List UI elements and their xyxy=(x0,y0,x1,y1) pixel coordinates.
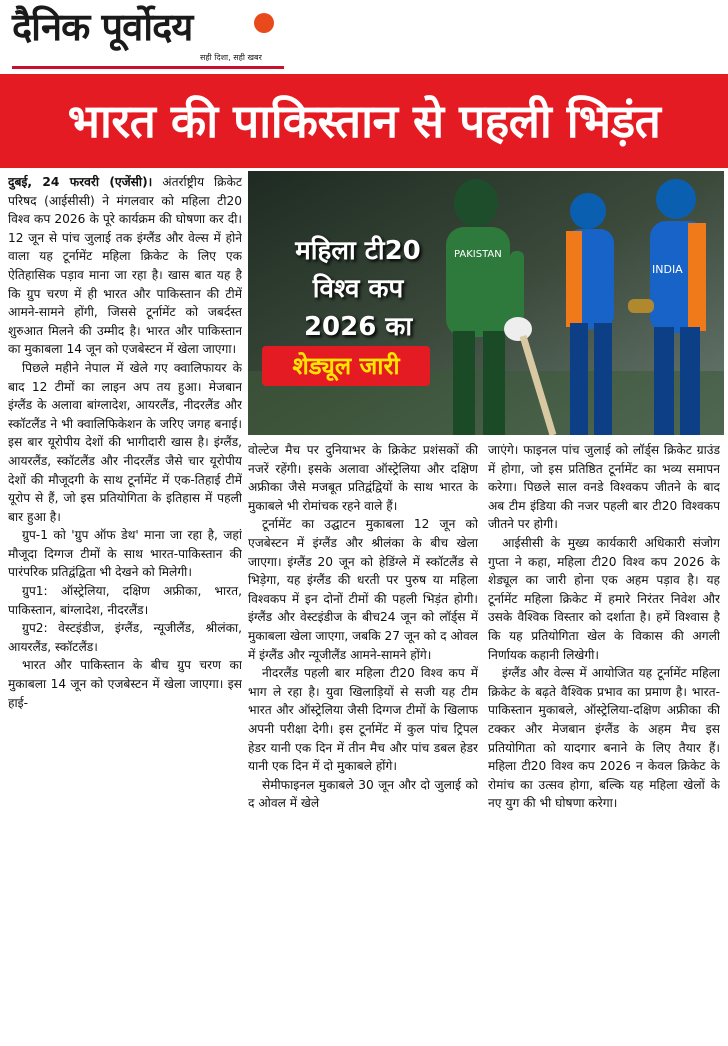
sun-icon xyxy=(254,13,274,33)
masthead-rule xyxy=(12,66,284,69)
masthead xyxy=(0,0,728,74)
photo-title: महिला टी20 विश्व कप 2026 का xyxy=(295,236,421,342)
article-paragraph: सेमीफाइनल मुकाबले 30 जून और दो जुलाई को द ओवल में खेले xyxy=(248,777,478,811)
svg-text:INDIA: INDIA xyxy=(652,263,683,276)
article-paragraph: ग्रुप2: वेस्टइंडीज, इंग्लैंड, न्यूजीलैंड, श्रीलंका, आयरलैंड, स्कॉटलैंड। xyxy=(8,621,242,654)
svg-text:PAKISTAN: PAKISTAN xyxy=(454,249,502,260)
article-paragraph: नीदरलैंड पहली बार महिला टी20 विश्व कप में भाग ले रहा है। युवा खिलाड़ियों से सजी यह टीम भारत और ऑस्ट्रेलिया जैसी दिग्गज टीमों के खिलाफ अपनी परीक्षा देगी। इस टूर्नामेंट में कुल पांच ट्रिपल हेडर यानी एक दिन में तीन मैच और पांच डबल हेडर यानी एक दिन में दो मुकाबले होंगे। xyxy=(248,666,478,774)
headline-bar xyxy=(0,74,728,168)
article-column-1 xyxy=(8,173,242,1041)
article-paragraph: पिछले महीने नेपाल में खेले गए क्वालिफायर के बाद 12 टीमों का लाइन अप तय हुआ। मेजबान इंग्लैंड के अलावा बांग्लादेश, आयरलैंड, नीदरलैंड और स्कॉटलैंड ने भी क्वालिफिकेशन के जरिए जगह बनाई। इस बार यूरोपीय देशों की भागीदारी खास है। इंग्लैंड, आयरलैंड, स्कॉटलैंड और नीदरलैंड जैसे चार यूरोपीय देशों की मौजूदगी के साथ टूर्नामेंट में एक-तिहाई टीमें यूरोप से हैं, जो इस प्रतियोगिता के इतिहास में पहली बार हुआ है। xyxy=(8,360,242,524)
tagline: सही दिशा, सही खबर xyxy=(200,53,262,62)
article-column-2 xyxy=(248,441,478,1041)
newspaper-logo: दैनिक पूर्वोदय xyxy=(12,5,193,49)
schedule-tag: शेड्यूल जारी xyxy=(262,346,430,386)
article-paragraph: दुबई, 24 फरवरी (एजेंसी)। अंतर्राष्ट्रीय क्रिकेट परिषद (आईसीसी) ने मंगलवार को महिला टी20 विश्व कप 2026 के पूरे कार्यक्रम की घोषणा कर दी। 12 जून से पांच जुलाई तक इंग्लैंड और वेल्स में होने वाला यह टूर्नामेंट महिला क्रिकेट के लिए एक ऐतिहासिक पड़ाव माना जा रहा है। खास बात यह है कि ग्रुप चरण में ही भारत और पाकिस्तान की टीमें आमने-सामने होंगी, जिससे टूर्नामेंट को जबर्दस्त शुरुआत मिलने की उम्मीद है। भारत और पाकिस्तान का मुकाबला 14 जून को एजबेस्टन में खेला जाएगा। xyxy=(8,175,242,357)
headline: भारत की पाकिस्तान से पहली भिड़ंत xyxy=(67,94,661,148)
article-paragraph: आईसीसी के मुख्य कार्यकारी अधिकारी संजोग गुप्ता ने कहा, महिला टी20 विश्व कप 2026 के शेड्यूल का जारी होना एक अहम पड़ाव है। यह टूर्नामेंट महिला क्रिकेट में हमारे निरंतर निवेश और उसके वैश्विक विस्तार को दर्शाता है। हमें विश्वास है कि यह प्रतियोगिता खेल के विकास की अगली निर्णायक कहानी लिखेगी। xyxy=(488,535,720,662)
article-paragraph: वोल्टेज मैच पर दुनियाभर के क्रिकेट प्रशंसकों की नजरें रहेंगी। इसके अलावा ऑस्ट्रेलिया और दक्षिण अफ्रीका जैसे मजबूत प्रतिद्वंद्वियों के साथ भारत के मुकाबले भी रोमांचक रहने वाले हैं। xyxy=(248,443,478,513)
article-paragraph: इंग्लैंड और वेल्स में आयोजित यह टूर्नामेंट महिला क्रिकेट के बढ़ते वैश्विक प्रभाव का प्रमाण है। भारत-पाकिस्तान मुकाबले, ऑस्ट्रेलिया-दक्षिण अफ्रीका की टक्कर और मेजबान इंग्लैंड के अहम मैच इस प्रतियोगिता को यादगार बनाने के लिए तैयार हैं। महिला टी20 विश्व कप 2026 न केवल क्रिकेट के रोमांच का उत्सव होगा, बल्कि यह महिला खेलों के नए युग की भी घोषणा करेगा। xyxy=(488,666,720,811)
article-paragraph: ग्रुप1: ऑस्ट्रेलिया, दक्षिण अफ्रीका, भारत, पाकिस्तान, बांग्लादेश, नीदरलैंड। xyxy=(8,584,242,617)
article-paragraph: भारत और पाकिस्तान के बीच ग्रुप चरण का मुकाबला 14 जून को एजबेस्टन में खेला जाएगा। इस हाई- xyxy=(8,658,242,710)
dateline: दुबई, 24 फरवरी (एजेंसी)। xyxy=(8,175,153,189)
article-paragraph: ग्रुप-1 को 'ग्रुप ऑफ डेथ' माना जा रहा है, जहां मौजूदा दिग्गज टीमों के साथ भारत-पाकिस्तान की पारंपरिक प्रतिद्वंद्विता भी देखने को मिलेगी। xyxy=(8,528,242,580)
article-column-3 xyxy=(488,441,720,1041)
article-paragraph: जाएंगे। फाइनल पांच जुलाई को लॉर्ड्स क्रिकेट ग्राउंड में होगा, जो इस प्रतिष्ठित टूर्नामेंट का भव्य समापन करेगा। पिछले साल वनडे विश्वकप जीतने के बाद अब टीम इंडिया की नजर पहली बार टी20 विश्वकप जीतने पर होगी। xyxy=(488,443,720,532)
article-paragraph: टूर्नामेंट का उद्घाटन मुकाबला 12 जून को एजबेस्टन में इंग्लैंड और श्रीलंका के बीच खेला जाएगा। इंग्लैंड 20 जून को हेडिंग्ले में स्कॉटलैंड से भिड़ेगा, यह इंग्लैंड की धरती पर पुरुष या महिला विश्वकप में इन दोनों टीमों की पहली भिड़ंत होगी। इंग्लैंड और वेस्टइंडीज के बीच24 जून को लॉर्ड्स में मुकाबला खेला जाएगा, जबकि 27 जून को द ओवल में इंग्लैंड और न्यूजीलैंड आमने-सामने होंगे। xyxy=(248,517,478,662)
